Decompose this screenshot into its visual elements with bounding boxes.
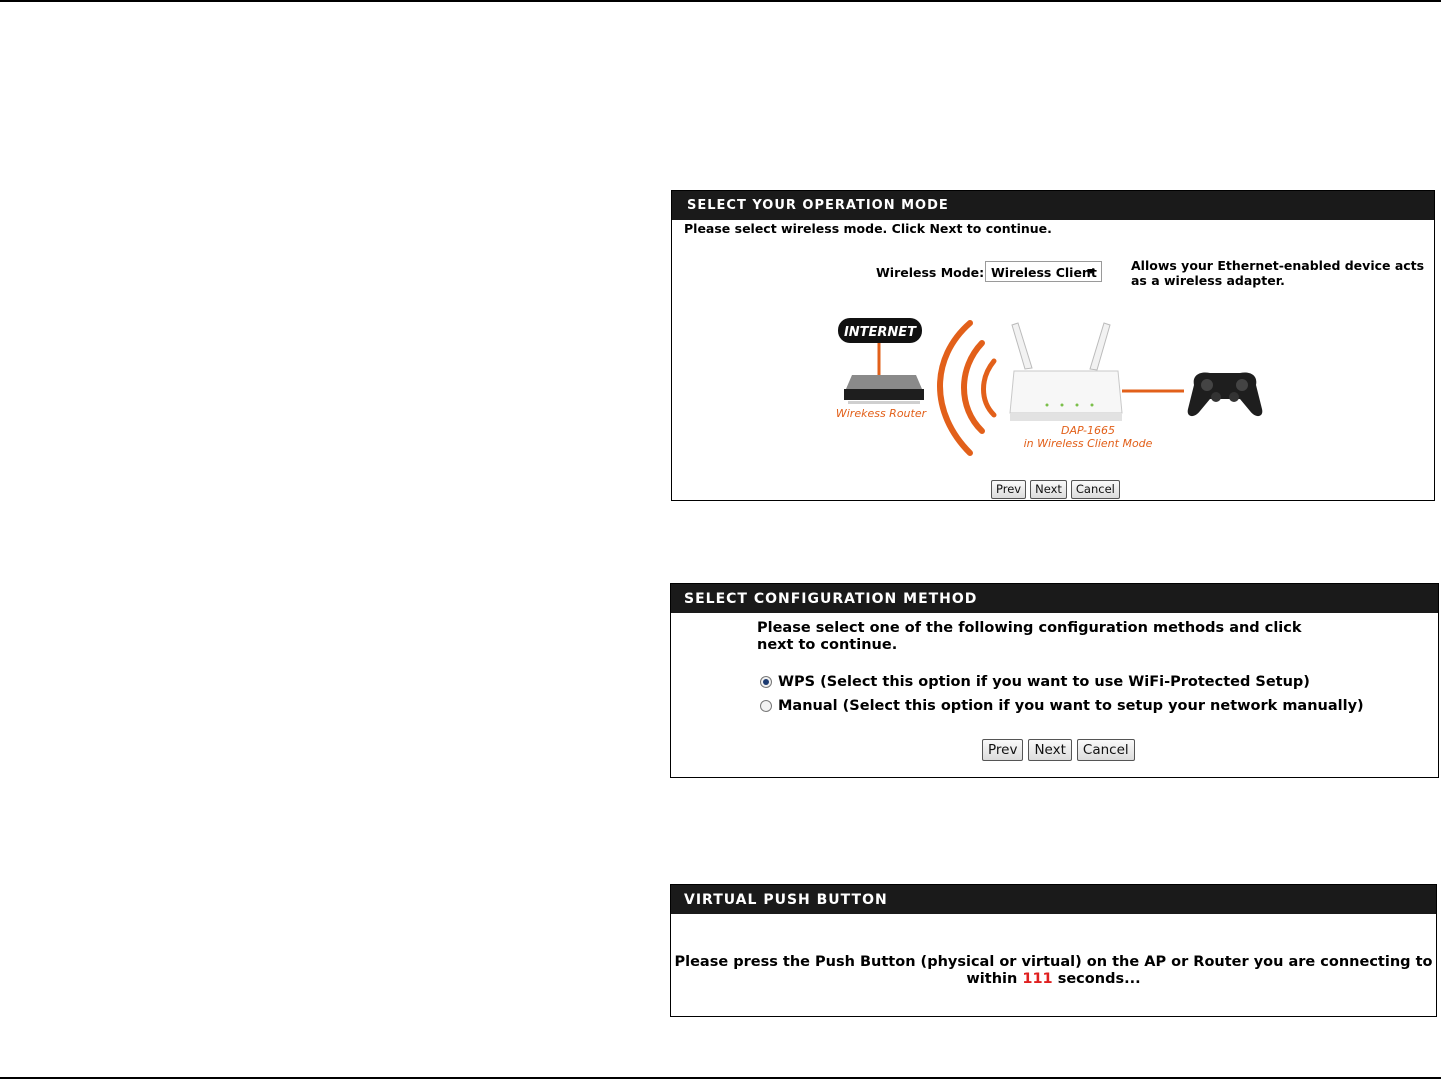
cancel-button[interactable]: Cancel xyxy=(1071,480,1120,499)
countdown-value: 111 xyxy=(1022,971,1053,987)
message-prefix: within xyxy=(966,971,1018,987)
operation-mode-instruction: Please select wireless mode. Click Next to continue. xyxy=(684,221,1052,236)
router-label: Wirekess Router xyxy=(835,407,927,420)
manual-option[interactable] xyxy=(760,698,1364,714)
operation-mode-header: SELECT YOUR OPERATION MODE xyxy=(672,191,1434,220)
wireless-mode-description: Allows your Ethernet-enabled device acts as a wireless adapter. xyxy=(1131,258,1425,288)
router-icon xyxy=(844,375,924,404)
prev-button[interactable]: Prev xyxy=(991,480,1026,499)
next-button[interactable]: Next xyxy=(1030,480,1067,499)
manual-option-label: Manual (Select this option if you want to setup your network manually) xyxy=(778,698,1364,714)
push-button-message xyxy=(671,954,1436,988)
push-button-message-line1: Please press the Push Button (physical or virtual) on the AP or Router you are connecting to xyxy=(674,954,1433,970)
wireless-signal-icon xyxy=(940,323,994,453)
internet-label: INTERNET xyxy=(843,325,917,340)
config-method-instruction: Please select one of the following configuration methods and click next to continue. xyxy=(757,620,1302,653)
top-rule xyxy=(0,0,1441,2)
cancel-button[interactable]: Cancel xyxy=(1077,739,1135,761)
push-button-panel xyxy=(670,884,1437,1017)
config-method-panel xyxy=(670,583,1439,778)
config-method-buttons xyxy=(982,739,1140,761)
message-suffix: seconds... xyxy=(1057,971,1141,987)
operation-mode-buttons xyxy=(991,478,1124,499)
prev-button[interactable]: Prev xyxy=(982,739,1023,761)
wps-option-label: WPS (Select this option if you want to use WiFi-Protected Setup) xyxy=(778,674,1310,690)
wireless-mode-select[interactable] xyxy=(985,261,1102,282)
wireless-mode-value: Wireless Client xyxy=(991,265,1097,280)
operation-mode-panel xyxy=(671,190,1435,501)
gamepad-icon xyxy=(1188,373,1263,417)
config-method-header: SELECT CONFIGURATION METHOD xyxy=(671,584,1438,613)
push-button-message-line2 xyxy=(671,971,1436,988)
dropdown-arrow-icon xyxy=(1087,269,1095,274)
manual-radio[interactable] xyxy=(760,700,772,712)
wireless-mode-label: Wireless Mode: xyxy=(876,265,985,280)
push-button-header: VIRTUAL PUSH BUTTON xyxy=(671,885,1436,914)
device-mode-label: in Wireless Client Mode xyxy=(1023,437,1153,450)
next-button[interactable]: Next xyxy=(1028,739,1071,761)
device-label: DAP-1665 xyxy=(1061,424,1115,437)
wireless-client-diagram xyxy=(822,313,1282,468)
wps-radio[interactable] xyxy=(760,676,772,688)
access-point-icon xyxy=(1010,323,1122,421)
wps-option[interactable] xyxy=(760,674,1310,690)
bottom-rule xyxy=(0,1077,1441,1079)
